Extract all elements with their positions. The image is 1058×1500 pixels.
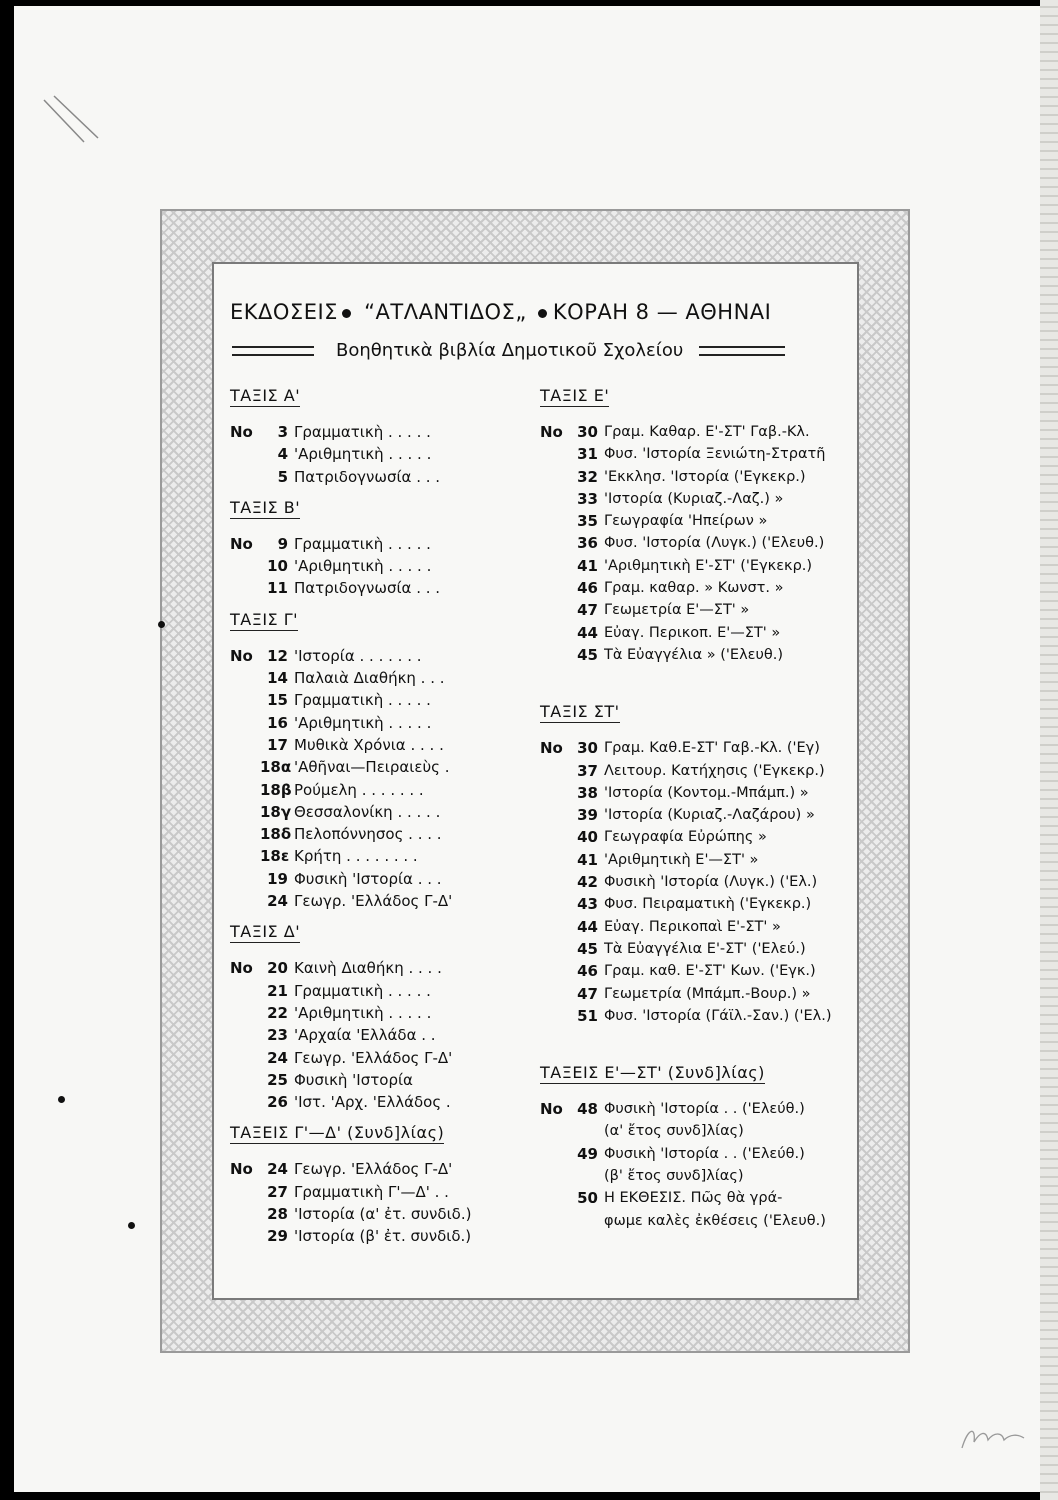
book-entry xyxy=(230,1069,520,1091)
book-entry xyxy=(230,1225,520,1247)
number-prefix xyxy=(230,823,260,845)
book-entry xyxy=(230,734,520,756)
book-entry xyxy=(230,421,520,443)
book-number: 10 xyxy=(267,557,288,576)
number-prefix xyxy=(230,712,260,734)
number-prefix: Νο xyxy=(230,1160,253,1179)
number-prefix xyxy=(230,1047,260,1069)
left-column xyxy=(230,386,520,1258)
book-title: 'Ιστ. 'Αρχ. 'Ελλάδος . xyxy=(294,1093,451,1112)
book-title: 'Αριθμητικὴ . . . . . xyxy=(294,445,432,464)
book-number: 48 xyxy=(577,1100,598,1119)
book-title: Θεσσαλονίκη . . . . . xyxy=(294,802,441,821)
book-number: 41 xyxy=(577,556,598,575)
book-title: Γεωγρ. 'Ελλάδος Γ-Δ' xyxy=(294,1048,453,1067)
number-prefix xyxy=(540,532,570,554)
number-prefix: Νο xyxy=(230,534,253,553)
number-prefix xyxy=(540,510,570,532)
number-prefix xyxy=(230,466,260,488)
number-prefix xyxy=(230,890,260,912)
book-entry xyxy=(230,1158,520,1180)
book-number: 42 xyxy=(577,873,598,892)
book-title: Φυσ. 'Ιστορία (Γάϊλ.-Σαν.) ('Ελ.) xyxy=(604,1007,832,1024)
number-prefix xyxy=(540,938,570,960)
book-number: 45 xyxy=(577,939,598,958)
number-prefix xyxy=(540,488,570,510)
book-title: Γραμ. καθαρ. » Κωνστ. » xyxy=(604,580,784,597)
number-prefix xyxy=(540,443,570,465)
book-number: 26 xyxy=(267,1093,288,1112)
book-number: 46 xyxy=(577,962,598,981)
book-number: 50 xyxy=(577,1189,598,1208)
book-number: 12 xyxy=(267,646,288,665)
book-title: Γεωγρ. 'Ελλάδος Γ-Δ' xyxy=(294,892,453,911)
book-title: Γραμματικὴ . . . . . xyxy=(294,981,431,1000)
catalog-section xyxy=(540,1063,880,1232)
number-prefix xyxy=(230,1225,260,1247)
book-entry xyxy=(540,983,880,1005)
book-entry xyxy=(540,644,880,666)
book-number: 21 xyxy=(267,981,288,1000)
book-title: Γραμματικὴ Γ'—Δ' . . xyxy=(294,1182,449,1201)
book-title: Φυσ. 'Ιστορία Ξενιώτη-Στρατῆ xyxy=(604,446,826,463)
number-prefix xyxy=(230,667,260,689)
book-title: 'Αθῆναι—Πειραιεὺς . xyxy=(294,758,450,777)
book-entry xyxy=(230,980,520,1002)
number-prefix xyxy=(540,1143,570,1165)
book-entry xyxy=(230,801,520,823)
number-prefix xyxy=(540,804,570,826)
book-entry xyxy=(230,779,520,801)
number-prefix xyxy=(230,555,260,577)
chain-ornament-icon xyxy=(232,346,314,356)
book-title: 'Ιστορία (β' ἐτ. συνδιδ.) xyxy=(294,1227,472,1246)
section-title: ΤΑΞΙΣ Δ' xyxy=(230,922,301,942)
book-number: 25 xyxy=(267,1070,288,1089)
number-prefix xyxy=(230,1002,260,1024)
book-entry xyxy=(230,1002,520,1024)
book-entry xyxy=(230,1203,520,1225)
number-prefix xyxy=(230,577,260,599)
book-entry xyxy=(540,622,880,644)
book-title: Φυσικὴ 'Ιστορία (Λυγκ.) ('Ελ.) xyxy=(604,874,818,891)
book-title: Γεωγραφία 'Ηπείρων » xyxy=(604,513,768,530)
book-number: 14 xyxy=(267,669,288,688)
book-title: 'Ιστορία (α' ἐτ. συνδιδ.) xyxy=(294,1205,472,1224)
book-entry xyxy=(230,868,520,890)
number-prefix xyxy=(540,466,570,488)
book-title: Ρούμελη . . . . . . . xyxy=(294,780,424,799)
number-prefix xyxy=(230,1091,260,1113)
book-number: 45 xyxy=(577,645,598,664)
book-entry xyxy=(230,957,520,979)
number-prefix: Νο xyxy=(230,646,253,665)
book-title: 'Αριθμητικὴ . . . . . xyxy=(294,713,432,732)
book-title: Κρήτη . . . . . . . . xyxy=(294,847,418,866)
book-number: 19 xyxy=(267,869,288,888)
book-title: 'Ιστορία . . . . . . . xyxy=(294,646,422,665)
book-number: 30 xyxy=(577,423,598,441)
section-title: ΤΑΞΙΣ ΣΤ' xyxy=(540,702,620,722)
book-entry xyxy=(540,871,880,893)
number-prefix: Νο xyxy=(540,423,563,441)
book-entry xyxy=(230,756,520,778)
book-title: Φυσικὴ 'Ιστορία xyxy=(294,1070,413,1089)
number-prefix xyxy=(230,868,260,890)
number-prefix xyxy=(540,826,570,848)
book-entry xyxy=(540,599,880,621)
book-number: 28 xyxy=(267,1205,288,1224)
speck-mark xyxy=(158,621,165,628)
number-prefix xyxy=(230,689,260,711)
number-prefix xyxy=(230,980,260,1002)
book-number: 9 xyxy=(277,534,288,553)
scratch-marks xyxy=(40,92,100,152)
publisher-address: ΚΟΡΑΗ 8 — ΑΘΗΝΑΙ xyxy=(552,300,772,324)
number-prefix xyxy=(540,760,570,782)
number-prefix xyxy=(230,443,260,465)
number-prefix xyxy=(540,849,570,871)
handwritten-signature xyxy=(958,1418,1028,1458)
chain-ornament-icon xyxy=(699,346,785,356)
book-entry xyxy=(540,760,880,782)
number-prefix: Νο xyxy=(540,739,563,758)
page-edge xyxy=(1040,0,1058,1500)
speck-mark xyxy=(58,1096,65,1103)
book-number: 18α xyxy=(260,758,292,777)
book-title: 'Ιστορία (Κυριαζ.-Λαζάρου) » xyxy=(604,807,815,824)
book-entry xyxy=(540,938,880,960)
book-entry xyxy=(230,667,520,689)
book-entry xyxy=(540,737,880,759)
publisher-name: “ΑΤΛΑΝΤΙΔΟΣ„ xyxy=(364,300,527,324)
book-entry xyxy=(540,826,880,848)
book-title: 'Ιστορία (Κοντομ.-Μπάμπ.) » xyxy=(604,784,809,801)
subtitle-text: Βοηθητικὰ βιβλία Δημοτικοῦ Σχολείου xyxy=(336,340,684,361)
book-entry xyxy=(230,645,520,667)
number-prefix: Νο xyxy=(230,423,253,441)
book-title: Φυσικὴ 'Ιστορία . . ('Ελεύθ.) xyxy=(604,1101,805,1118)
book-entry xyxy=(540,1005,880,1027)
publisher-header xyxy=(230,300,880,324)
book-entry xyxy=(230,1181,520,1203)
number-prefix xyxy=(230,756,260,778)
book-number: 43 xyxy=(577,895,598,914)
speck-mark xyxy=(128,1222,135,1229)
right-column xyxy=(540,386,880,1242)
book-entry xyxy=(540,1143,880,1165)
book-number: 20 xyxy=(267,959,288,978)
book-number: 33 xyxy=(577,489,598,508)
book-entry xyxy=(540,782,880,804)
book-number: 22 xyxy=(267,1003,288,1022)
book-number: 51 xyxy=(577,1006,598,1025)
book-entry xyxy=(230,712,520,734)
book-title: Φυσικὴ 'Ιστορία . . ('Ελεύθ.) xyxy=(604,1145,805,1162)
book-entry xyxy=(540,893,880,915)
book-title: 'Αριθμητικὴ . . . . . xyxy=(294,557,432,576)
catalog-section xyxy=(230,386,520,488)
book-number: 27 xyxy=(267,1182,288,1201)
catalog-section xyxy=(230,498,520,600)
book-entry xyxy=(230,845,520,867)
book-title: Τὰ Εὐαγγέλια » ('Ελευθ.) xyxy=(604,646,784,663)
book-title: 'Αριθμητικὴ Ε'-ΣΤ' ('Εγκεκρ.) xyxy=(604,557,813,574)
number-prefix xyxy=(230,801,260,823)
book-entry xyxy=(230,689,520,711)
number-prefix xyxy=(230,779,260,801)
book-title: 'Αρχαία 'Ελλάδα . . xyxy=(294,1026,436,1045)
book-entry xyxy=(540,555,880,577)
section-title: ΤΑΞΙΣ Β' xyxy=(230,497,301,517)
catalog-section xyxy=(230,610,520,913)
book-number: 18δ xyxy=(260,825,292,844)
book-title: Γεωμετρία (Μπάμπ.-Βουρ.) » xyxy=(604,985,811,1002)
book-number: 18ε xyxy=(260,847,290,866)
section-title: ΤΑΞΙΣ Γ' xyxy=(230,609,299,629)
book-title: Γεωγραφία Εὐρώπης » xyxy=(604,829,767,846)
book-title: Πελοπόννησος . . . . xyxy=(294,825,442,844)
book-number: 49 xyxy=(577,1144,598,1163)
book-title: Φυσ. Πειραματικὴ ('Εγκεκρ.) xyxy=(604,896,812,913)
book-number: 30 xyxy=(577,739,598,758)
book-title: 'Εκκλησ. 'Ιστορία ('Εγκεκρ.) xyxy=(604,468,806,485)
number-prefix xyxy=(540,577,570,599)
number-prefix xyxy=(540,983,570,1005)
book-entry xyxy=(540,443,880,465)
book-title: Η ΕΚΘΕΣΙΣ. Πῶς θὰ γρά- xyxy=(604,1190,783,1207)
book-entry xyxy=(540,960,880,982)
book-number: 29 xyxy=(267,1227,288,1246)
book-number: 46 xyxy=(577,579,598,598)
book-number: 15 xyxy=(267,691,288,710)
number-prefix xyxy=(230,1203,260,1225)
book-number: 32 xyxy=(577,467,598,486)
book-number: 24 xyxy=(267,1160,288,1179)
book-number: 35 xyxy=(577,512,598,531)
bullet-icon xyxy=(342,309,351,318)
book-title: Γραμματικὴ . . . . . xyxy=(294,691,431,710)
book-note: (β' ἔτος συνδ]λίας) xyxy=(604,1168,744,1185)
book-number: 23 xyxy=(267,1026,288,1045)
book-entry xyxy=(540,849,880,871)
book-title: Εὐαγ. Περικοπαὶ Ε'-ΣΤ' » xyxy=(604,918,781,935)
number-prefix xyxy=(230,1024,260,1046)
number-prefix xyxy=(540,555,570,577)
book-title: Φυσικὴ 'Ιστορία . . . xyxy=(294,869,442,888)
number-prefix xyxy=(230,734,260,756)
book-number: 41 xyxy=(577,850,598,869)
book-entry xyxy=(230,823,520,845)
number-prefix xyxy=(230,1069,260,1091)
book-number: 47 xyxy=(577,601,598,620)
book-number: 40 xyxy=(577,828,598,847)
book-number: 36 xyxy=(577,534,598,553)
book-number: 17 xyxy=(267,735,288,754)
book-title: Γραμ. Καθαρ. Ε'-ΣΤ' Γαβ.-Κλ. xyxy=(604,424,810,440)
number-prefix: Νο xyxy=(230,959,253,978)
number-prefix xyxy=(540,1187,570,1209)
number-prefix xyxy=(540,1005,570,1027)
book-entry xyxy=(230,466,520,488)
book-entry xyxy=(540,577,880,599)
book-entry xyxy=(540,532,880,554)
book-note: (α' ἔτος συνδ]λίας) xyxy=(604,1123,744,1140)
book-entry xyxy=(540,488,880,510)
book-entry xyxy=(540,466,880,488)
header-label: ΕΚΔΟΣΕΙΣ xyxy=(230,300,338,324)
book-number: 4 xyxy=(277,445,288,464)
book-number: 3 xyxy=(277,423,288,441)
book-entry xyxy=(540,1187,880,1209)
book-number: 37 xyxy=(577,761,598,780)
number-prefix xyxy=(540,599,570,621)
book-number: 11 xyxy=(267,579,288,598)
book-entry xyxy=(230,1024,520,1046)
bullet-icon xyxy=(538,309,547,318)
book-entry xyxy=(230,555,520,577)
book-title: Παλαιὰ Διαθήκη . . . xyxy=(294,669,445,688)
section-title: ΤΑΞΙΣ Α' xyxy=(230,386,301,405)
book-title: Τὰ Εὐαγγέλια Ε'-ΣΤ' ('Ελεύ.) xyxy=(604,940,806,957)
number-prefix xyxy=(540,622,570,644)
book-title: Καινὴ Διαθήκη . . . . xyxy=(294,959,442,978)
book-number: 44 xyxy=(577,917,598,936)
number-prefix xyxy=(540,782,570,804)
book-number: 24 xyxy=(267,1048,288,1067)
book-number: 18γ xyxy=(260,802,292,821)
book-title: Πατριδογνωσία . . . xyxy=(294,579,441,598)
book-entry xyxy=(540,1098,880,1120)
book-number: 18β xyxy=(260,780,292,799)
book-number: 31 xyxy=(577,445,598,464)
catalog-section xyxy=(540,702,880,1027)
book-title: Φυσ. 'Ιστορία (Λυγκ.) ('Ελευθ.) xyxy=(604,535,825,552)
book-entry xyxy=(540,804,880,826)
number-prefix: Νο xyxy=(540,1100,563,1119)
book-entry xyxy=(230,577,520,599)
book-number: 44 xyxy=(577,623,598,642)
catalog-section xyxy=(230,1123,520,1247)
book-entry xyxy=(230,533,520,555)
catalog-subtitle xyxy=(232,340,882,361)
book-number: 5 xyxy=(277,467,288,486)
book-title: Γεωγρ. 'Ελλάδος Γ-Δ' xyxy=(294,1160,453,1179)
section-title: ΤΑΞΙΣ Ε' xyxy=(540,386,610,405)
number-prefix xyxy=(540,960,570,982)
book-entry xyxy=(540,421,880,443)
book-title: Γραμ. Καθ.Ε-ΣΤ' Γαβ.-Κλ. ('Εγ) xyxy=(604,740,820,757)
book-number: 39 xyxy=(577,806,598,825)
book-title: Γραμματικὴ . . . . . xyxy=(294,534,431,553)
book-number: 47 xyxy=(577,984,598,1003)
book-number: 16 xyxy=(267,713,288,732)
book-title: Εὐαγ. Περικοπ. Ε'—ΣΤ' » xyxy=(604,624,781,641)
section-title: ΤΑΞΕΙΣ Γ'—Δ' (Συνδ]λίας) xyxy=(230,1123,445,1143)
number-prefix xyxy=(230,1181,260,1203)
book-title: 'Αριθμητικὴ . . . . . xyxy=(294,1003,432,1022)
book-title: Μυθικὰ Χρόνια . . . . xyxy=(294,735,444,754)
book-note: φωμε καλὲς ἐκθέσεις ('Ελευθ.) xyxy=(604,1212,826,1229)
section-title: ΤΑΞΕΙΣ Ε'—ΣΤ' (Συνδ]λίας) xyxy=(540,1063,765,1083)
book-number: 38 xyxy=(577,783,598,802)
book-title: 'Ιστορία (Κυριαζ.-Λαζ.) » xyxy=(604,490,784,507)
book-title: 'Αριθμητικὴ Ε'—ΣΤ' » xyxy=(604,851,759,868)
book-entry xyxy=(230,890,520,912)
book-title: Γεωμετρία Ε'—ΣΤ' » xyxy=(604,602,750,619)
number-prefix xyxy=(230,845,260,867)
catalog-section xyxy=(230,922,520,1113)
number-prefix xyxy=(540,916,570,938)
book-entry xyxy=(540,916,880,938)
book-number: 24 xyxy=(267,892,288,911)
book-title: Γραμματικὴ . . . . . xyxy=(294,423,431,441)
book-entry xyxy=(230,1091,520,1113)
book-title: Πατριδογνωσία . . . xyxy=(294,467,441,486)
book-title: Λειτουρ. Κατήχησις ('Εγκεκρ.) xyxy=(604,762,825,779)
number-prefix xyxy=(540,871,570,893)
book-entry xyxy=(230,443,520,465)
book-entry xyxy=(540,510,880,532)
number-prefix xyxy=(540,644,570,666)
book-entry xyxy=(230,1047,520,1069)
number-prefix xyxy=(540,893,570,915)
catalog-section xyxy=(540,386,880,666)
book-title: Γραμ. καθ. Ε'-ΣΤ' Κων. ('Εγκ.) xyxy=(604,963,816,980)
